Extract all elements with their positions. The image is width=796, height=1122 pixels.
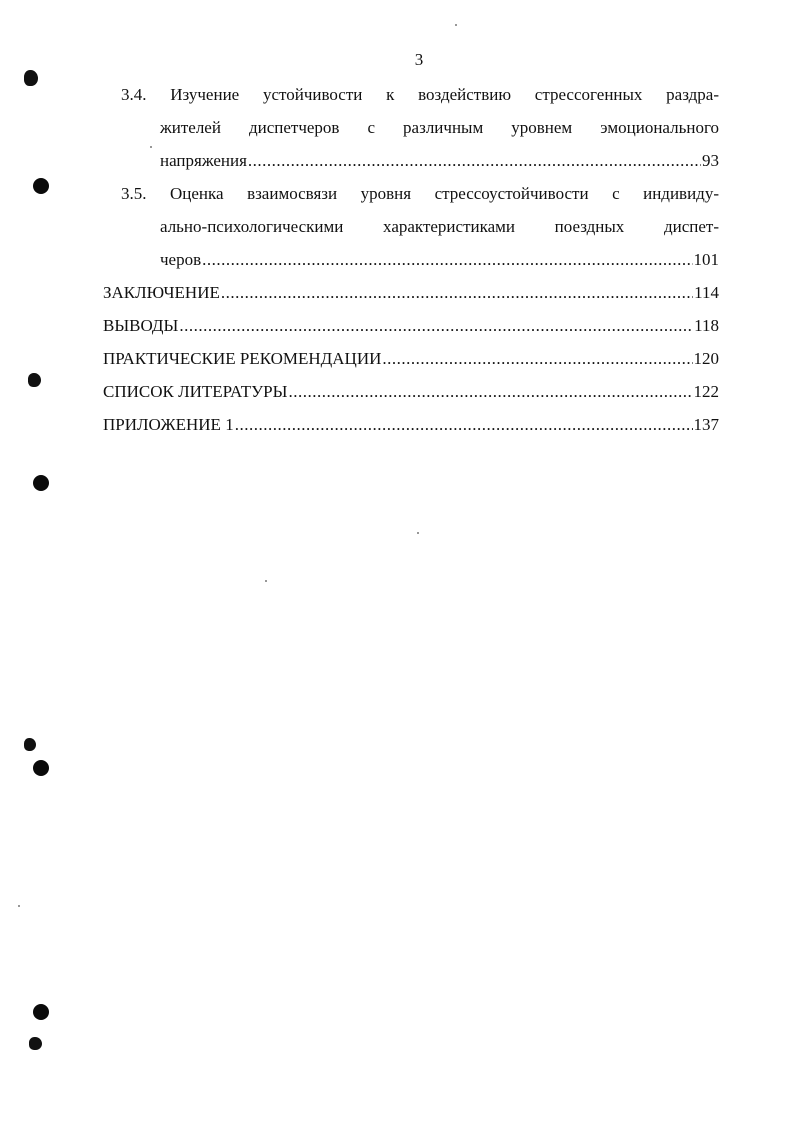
toc-entry-recommendations — [103, 342, 719, 375]
toc-section-title: СПИСОК ЛИТЕРАТУРЫ — [103, 382, 288, 401]
punch-hole — [33, 760, 49, 776]
toc-entry-title-end: напряжения — [160, 151, 247, 170]
toc-entry-conclusion — [103, 276, 719, 309]
toc-page-ref: 137 — [693, 415, 719, 434]
toc-entry-text-line: 3.4. Изучение устойчивости к воздействию стрессогенных раздра- — [121, 85, 719, 104]
toc-entry-text-line: 3.5. Оценка взаимосвязи уровня стрессоустойчивости с индивиду- — [121, 184, 719, 203]
scan-dot — [417, 532, 419, 534]
dot-leader — [235, 408, 693, 441]
toc-entry-3-5 — [103, 177, 719, 276]
scan-speck — [29, 1037, 42, 1050]
punch-hole — [33, 475, 49, 491]
dot-leader — [248, 144, 701, 177]
toc-page-ref: 122 — [693, 382, 719, 401]
toc-section-title: ПРИЛОЖЕНИЕ 1 — [103, 415, 234, 434]
toc-page-ref: 93 — [702, 151, 719, 170]
toc-entry-last-line — [121, 243, 719, 276]
dot-leader — [202, 243, 692, 276]
toc-entry-3-4 — [103, 78, 719, 177]
toc-page-ref: 101 — [693, 250, 719, 269]
toc-entry-last-line — [121, 144, 719, 177]
dot-leader — [221, 276, 693, 309]
toc-page-ref: 120 — [693, 349, 719, 368]
toc-entry-title-end: черов — [160, 250, 202, 269]
dot-leader — [288, 375, 692, 408]
toc-page-ref: 118 — [694, 316, 719, 335]
punch-hole — [33, 178, 49, 194]
toc-entry-references — [103, 375, 719, 408]
toc-entry-findings — [103, 309, 719, 342]
toc-section-title: ПРАКТИЧЕСКИЕ РЕКОМЕНДАЦИИ — [103, 349, 382, 368]
toc-entry-text-line: жителей диспетчеров с различным уровнем эмоционального — [160, 118, 719, 137]
scan-dot — [18, 905, 20, 907]
scan-speck — [24, 70, 38, 86]
scan-dot — [265, 580, 267, 582]
dot-leader — [179, 309, 693, 342]
scan-speck — [24, 738, 36, 751]
toc-page-ref: 114 — [694, 283, 719, 302]
toc-entry-text-line: ально-психологическими характеристиками поездных диспет- — [160, 217, 719, 236]
punch-hole — [33, 1004, 49, 1020]
scan-speck — [28, 373, 41, 387]
page-number: 3 — [414, 50, 424, 69]
toc-entry-appendix-1 — [103, 408, 719, 441]
dot-leader — [382, 342, 692, 375]
toc-section-title: ЗАКЛЮЧЕНИЕ — [103, 283, 220, 302]
scan-dot — [455, 24, 457, 26]
toc-section-title: ВЫВОДЫ — [103, 316, 179, 335]
table-of-contents — [103, 78, 719, 441]
